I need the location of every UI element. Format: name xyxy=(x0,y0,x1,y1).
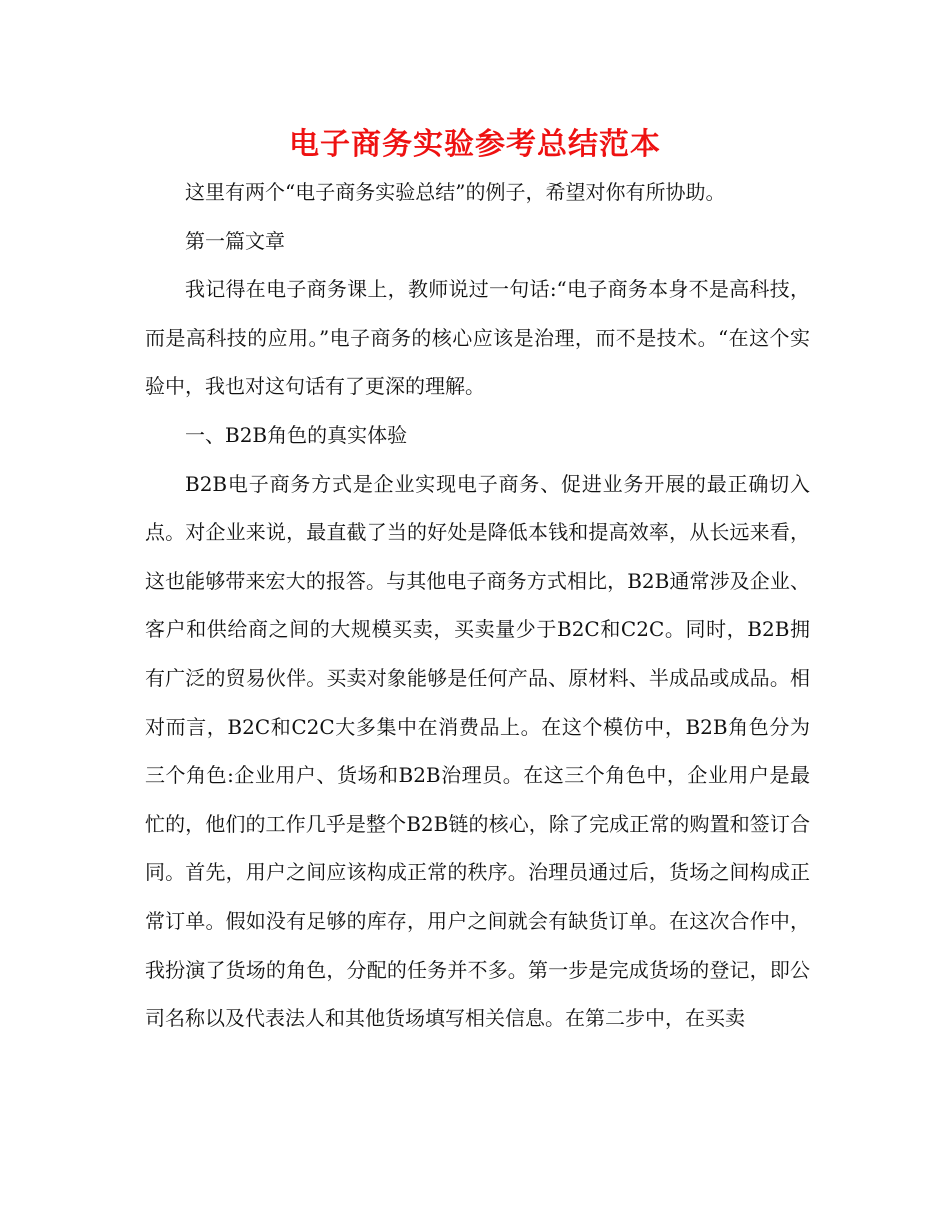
section-heading-b2b: 一、B2B角色的真实体验 xyxy=(185,422,408,447)
intro-paragraph: 这里有两个“电子商务实验总结”的例子，希望对你有所协助。 xyxy=(185,180,726,204)
body-paragraph: B2B电子商务方式是企业实现电子商务、促进业务开展的最正确切入点。对企业来说，最直截了当的好处是降低本钱和提高效率，从长远来看，这也能够带来宏大的报答。与其他电子商务方式相比，B2B通常涉及企业、客户和供给商之间的大规模买卖，买卖量少于B2C和C2C。同时，B2B拥有广泛的贸易伙伴。买卖对象能够是任何产品、原材料、半成品或成品。相对而言，B2C和C2C大多集中在消费品上。在这个模仿中，B2B角色分为三个角色:企业用户、货场和B2B治理员。在这三个角色中，企业用户是最忙的，他们的工作几乎是整个B2B链的核心，除了完成正常的购置和签订合同。首先，用户之间应该构成正常的秩序。治理员通过后，货场之间构成正常订单。假如没有足够的库存，用户之间就会有缺货订单。在这次合作中，我扮演了货场的角色，分配的任务并不多。第一步是完成货场的登记，即公司名称以及代表法人和其他货场填写相关信息。在第二步中，在买卖 xyxy=(145,471,810,1031)
section-heading-first-article: 第一篇文章 xyxy=(185,228,285,253)
body-paragraph: 我记得在电子商务课上，教师说过一句话:“电子商务本身不是高科技，而是高科技的应用。”电子商务的核心应该是治理，而不是技术。“在这个实验中，我也对这句话有了更深的理解。 xyxy=(145,277,810,399)
document-body xyxy=(145,168,810,1043)
document-title: 电子商务实验参考总结范本 xyxy=(289,127,661,162)
